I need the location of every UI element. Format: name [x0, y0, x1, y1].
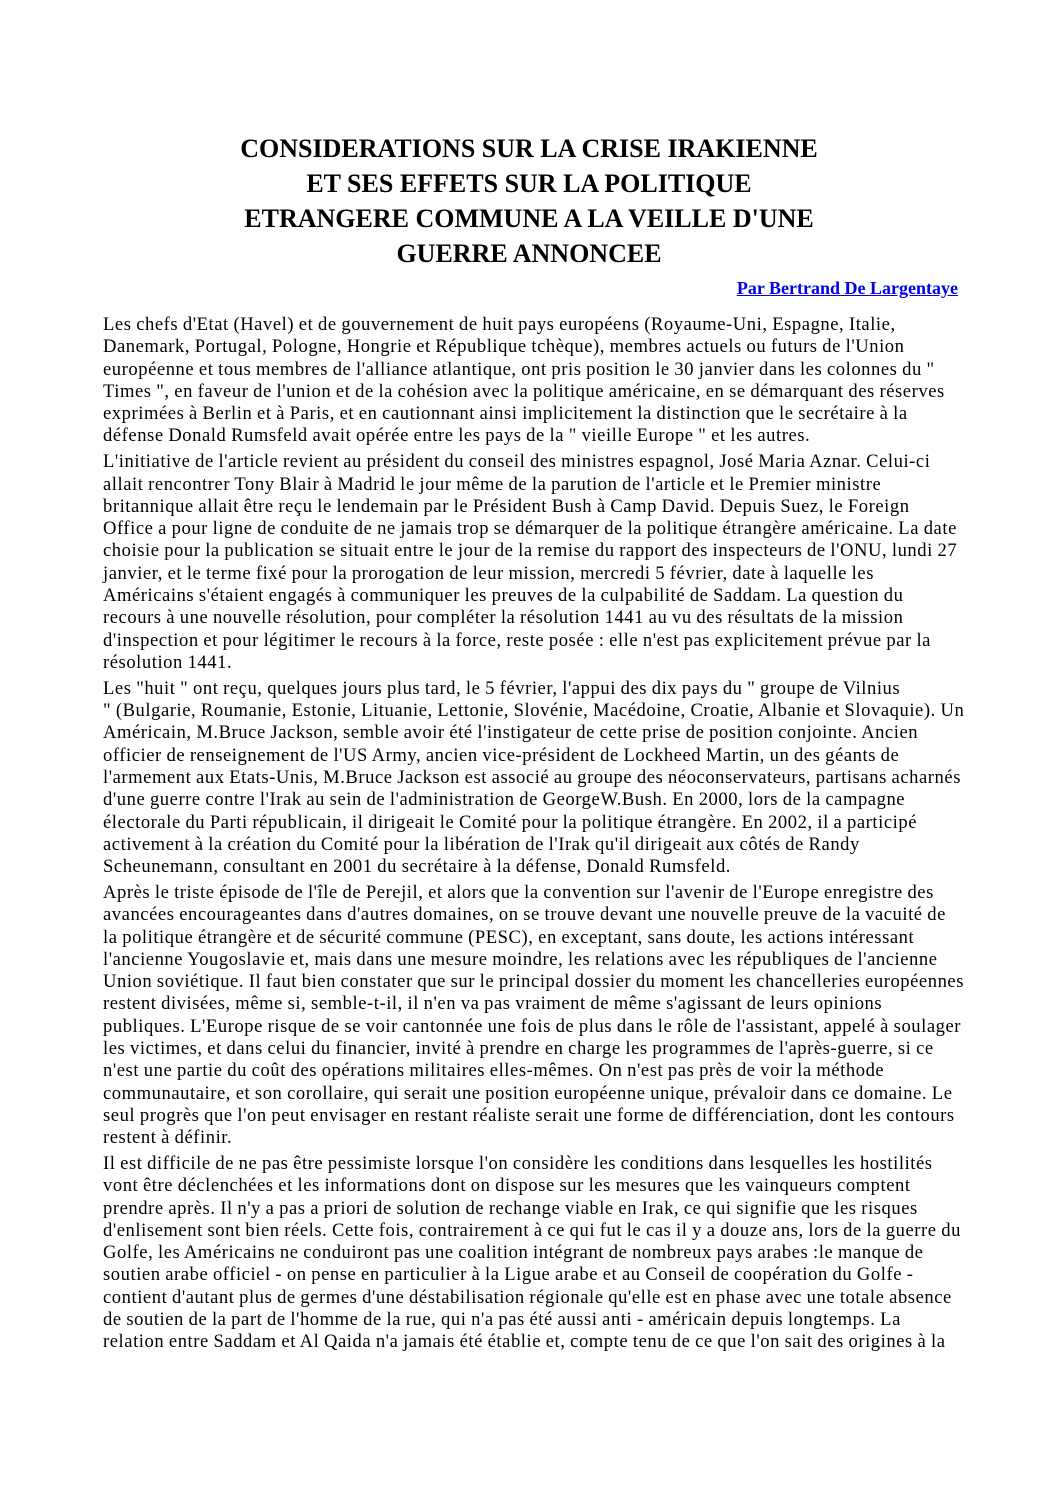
paragraph-line: l'armement aux Etats-Unis, M.Bruce Jackson est associé au groupe des néoconservateurs, partisans acharnés — [103, 766, 961, 788]
paragraph-line: Américain, M.Bruce Jackson, semble avoir été l'instigateur de cette prise de position conjointe. Ancien — [103, 722, 919, 744]
paragraph-line: publiques. L'Europe risque de se voir cantonnée une fois de plus dans le rôle de l'assistant, appelé à soulager — [103, 1015, 962, 1037]
paragraph-line: recours à une nouvelle résolution, pour compléter la résolution 1441 au vu des résultats de la mission — [103, 607, 904, 629]
paragraph-line: allait rencontrer Tony Blair à Madrid le jour même de la parution de l'article et le Premier ministre — [103, 473, 882, 495]
paragraph-line: communautaire, et son corollaire, qui serait une position européenne unique, prévaloir dans ce domaine. Le — [103, 1082, 953, 1104]
paragraph-line: d'inspection et pour légitimer le recours à la force, reste posée : elle n'est pas explicitement prévue par la — [103, 629, 931, 651]
title-line: ET SES EFFETS SUR LA POLITIQUE — [306, 169, 752, 198]
paragraph-line: soutien arabe officiel - on pense en particulier à la Ligue arabe et au Conseil de coopération du Golfe - — [103, 1264, 914, 1286]
paragraph-line: exprimées à Berlin et à Paris, et en cautionnant ainsi implicitement la distinction que le secrétaire à la — [103, 403, 908, 425]
document-body — [103, 314, 963, 1357]
paragraph-line: restent divisées, même si, semble-t-il, il n'en va pas vraiment de même s'agissant de leurs opinions — [103, 993, 883, 1015]
paragraph-line: activement à la création du Comité pour la libération de l'Irak qu'il dirigeait aux côtés de Randy — [103, 833, 860, 855]
paragraph — [103, 314, 963, 448]
paragraph-line: choisie pour la publication se situait entre le jour de la remise du rapport des inspecteurs de l'ONU, lundi 27 — [103, 540, 958, 562]
paragraph-line: " (Bulgarie, Roumanie, Estonie, Lituanie, Lettonie, Slovénie, Macédoine, Croatie, Albanie et Slovaquie). Un — [103, 700, 965, 722]
paragraph-line: électorale du Parti républicain, il dirigeait le Comité pour la politique étrangère. En 2002, il a participé — [103, 811, 917, 833]
paragraph-line: Américains s'étaient engagés à communiquer les preuves de la culpabilité de Saddam. La question du — [103, 585, 904, 607]
paragraph-line: Après le triste épisode de l'île de Perejil, et alors que la convention sur l'avenir de l'Europe enregistre des — [103, 881, 934, 903]
paragraph-line: relation entre Saddam et Al Qaida n'a jamais été établie et, compte tenu de ce que l'on sait des origines à la — [103, 1331, 946, 1353]
paragraph-line: résolution 1441. — [103, 651, 233, 673]
paragraph-line: restent à définir. — [103, 1127, 233, 1149]
paragraph-line: d'enlisement sont bien réels. Cette fois, contrairement à ce qui fut le cas il y a douze ans, lors de la guerre du — [103, 1219, 961, 1241]
paragraph-line: prendre après. Il n'y a pas a priori de solution de rechange viable en Irak, ce qui signifie que les risques — [103, 1197, 918, 1219]
paragraph-line: Les "huit " ont reçu, quelques jours plus tard, le 5 février, l'appui des dix pays du " groupe de Vilnius — [103, 677, 901, 699]
paragraph-line: la politique étrangère et de sécurité commune (PESC), en exceptant, sans doute, les actions intéressant — [103, 926, 915, 948]
paragraph-line: Golfe, les Américains ne conduiront pas une coalition intégrant de nombreux pays arabes :le manque de — [103, 1242, 924, 1264]
paragraph-line: l'ancienne Yougoslavie et, mais dans une mesure moindre, les relations avec les républiques de l'ancienne — [103, 948, 938, 970]
paragraph — [103, 882, 963, 1150]
paragraph-line: défense Donald Rumsfeld avait opérée entre les pays de la " vieille Europe " et les autres. — [103, 425, 811, 447]
title-line: GUERRE ANNONCEE — [396, 239, 662, 268]
paragraph-line: Scheunemann, consultant en 2001 du secrétaire à la défense, Donald Rumsfeld. — [103, 856, 731, 878]
paragraph-line: Times ", en faveur de l'union et de la cohésion avec la politique américaine, en se démarquant des réserves — [103, 380, 945, 402]
document-title — [0, 131, 1058, 271]
paragraph-line: les victimes, et dans celui du financier, invité à prendre en charge les programmes de l'après-guerre, si ce — [103, 1038, 934, 1059]
paragraph — [103, 1153, 963, 1354]
paragraph-line: Il est difficile de ne pas être pessimiste lorsque l'on considère les conditions dans lesquelles les hostilités — [103, 1152, 933, 1174]
paragraph-line: européenne et tous membres de l'alliance atlantique, ont pris position le 30 janvier dans les colonnes du " — [103, 358, 935, 380]
paragraph-line: contient d'autant plus de germes d'une déstabilisation régionale qu'elle est en phase avec une totale absence — [103, 1286, 952, 1308]
paragraph-line: L'initiative de l'article revient au président du conseil des ministres espagnol, José Maria Aznar. Celui-ci — [103, 451, 931, 473]
paragraph — [103, 451, 963, 674]
paragraph-line: britannique allait être reçu le lendemain par le Président Bush à Camp David. Depuis Suez, le Foreign — [103, 495, 910, 517]
paragraph-line: avancées encourageantes dans d'autres domaines, on se trouve devant une nouvelle preuve de la vacuité de — [103, 904, 946, 926]
author-link[interactable]: Par Bertrand De Largentaye — [736, 278, 958, 298]
paragraph-line: Union soviétique. Il faut bien constater que sur le principal dossier du moment les chancelleries européennes — [103, 971, 965, 993]
paragraph-line: Les chefs d'Etat (Havel) et de gouvernement de huit pays européens (Royaume-Uni, Espagne, Italie, — [103, 314, 896, 335]
paragraph-line: d'une guerre contre l'Irak au sein de l'administration de GeorgeW.Bush. En 2000, lors de la campagne — [103, 789, 906, 811]
paragraph-line: de soutien de la part de l'homme de la rue, qui n'a pas été aussi anti - américain depuis longtemps. La — [103, 1309, 901, 1331]
title-line: CONSIDERATIONS SUR LA CRISE IRAKIENNE — [240, 134, 818, 163]
paragraph-line: vont être déclenchées et les informations dont on dispose sur les mesures que les vainqueurs comptent — [103, 1175, 911, 1197]
paragraph-line: officier de renseignement de l'US Army, ancien vice-président de Lockheed Martin, un des géants de — [103, 744, 900, 766]
paragraph-line: n'est une partie du coût des opérations militaires elles-mêmes. On n'est pas près de voir la méthode — [103, 1060, 885, 1082]
paragraph-line: seul progrès que l'on peut envisager en restant réaliste serait une forme de différenciation, dont les contours — [103, 1104, 955, 1126]
paragraph-line: Danemark, Portugal, Pologne, Hongrie et République tchèque), membres actuels ou futurs de l'Union — [103, 336, 905, 358]
paragraph-line: janvier, et le terme fixé pour la prorogation de leur mission, mercredi 5 février, date à laquelle les — [103, 562, 874, 584]
paragraph-line: Office a pour ligne de conduite de ne jamais trop se démarquer de la politique étrangère américaine. La date — [103, 518, 957, 540]
title-line: ETRANGERE COMMUNE A LA VEILLE D'UNE — [244, 204, 814, 233]
paragraph — [103, 678, 963, 879]
